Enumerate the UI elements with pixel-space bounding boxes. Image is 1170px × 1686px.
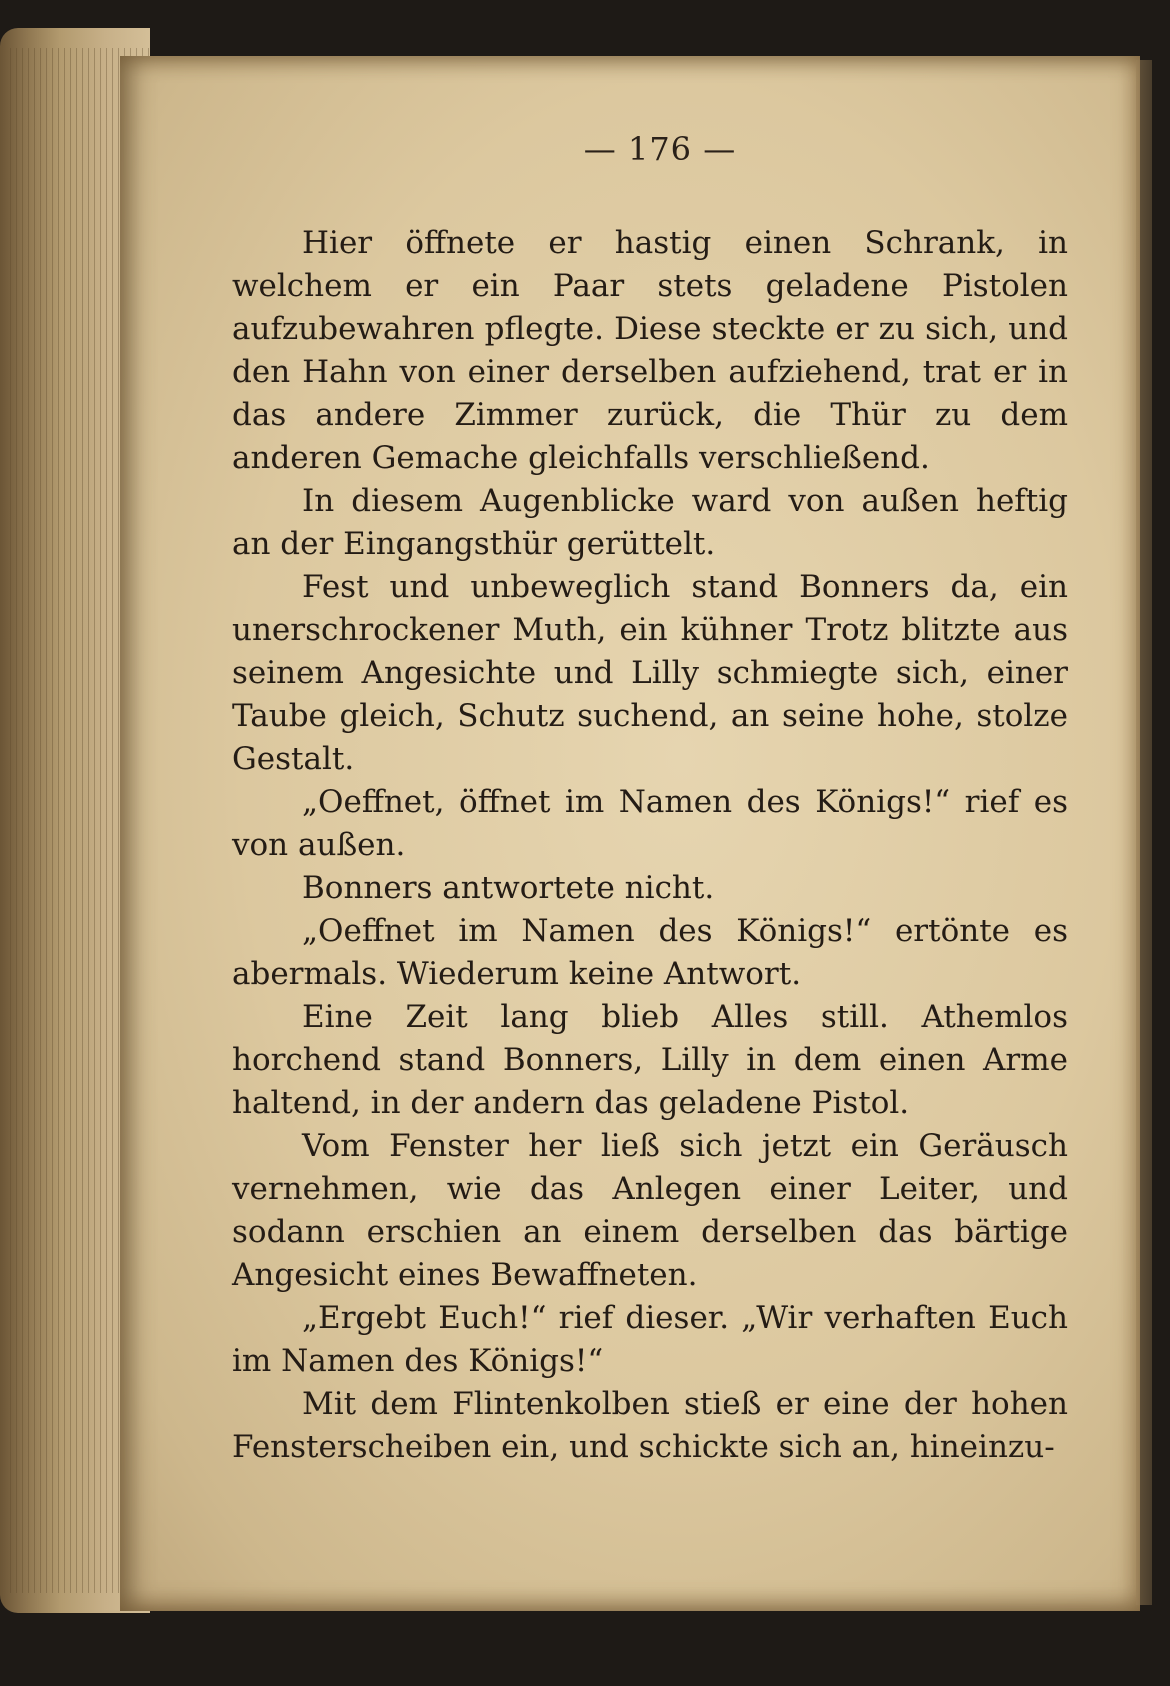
page-right-edge (1136, 60, 1152, 1605)
page-number: — 176 — (583, 130, 737, 168)
paragraph: Vom Fenster her ließ sich jetzt ein Geräusch vernehmen, wie das Anlegen einer Leiter, und sodann erschien an einem derselben das bärtige Angesicht eines Bewaffneten. (232, 1128, 1068, 1293)
paragraph: Eine Zeit lang blieb Alles still. Athemlos horchend stand Bonners, Lilly in dem einen Arme haltend, in der andern das geladene Pistol. (232, 999, 1068, 1121)
page-body-text (232, 222, 1068, 1469)
paragraph: „Oeffnet im Namen des Königs!“ ertönte es abermals. Wiederum keine Antwort. (232, 913, 1068, 992)
paragraph: Fest und unbeweglich stand Bonners da, ein unerschrockener Muth, ein kühner Trotz blitzte aus seinem Angesichte und Lilly schmiegte sich, einer Taube gleich, Schutz suchend, an seine hohe, stolze Gestalt. (232, 569, 1068, 777)
paragraph: Mit dem Flintenkolben stieß er eine der hohen Fensterscheiben ein, und schickte sich an, hineinzu- (232, 1386, 1068, 1465)
paragraph: In diesem Augenblicke ward von außen heftig an der Eingangsthür gerüttelt. (232, 483, 1068, 562)
paragraph: „Oeffnet, öffnet im Namen des Königs!“ rief es von außen. (232, 784, 1068, 863)
paragraph: „Ergebt Euch!“ rief dieser. „Wir verhaften Euch im Namen des Königs!“ (232, 1300, 1068, 1379)
paragraph: Bonners antwortete nicht. (302, 870, 715, 906)
paragraph: Hier öffnete er hastig einen Schrank, in welchem er ein Paar stets geladene Pistolen aufzubewahren pflegte. Diese steckte er zu sich, und den Hahn von einer derselben aufziehend, trat er in das andere Zimmer zurück, die Thür zu dem anderen Gemache gleichfalls verschließend. (232, 225, 1068, 476)
